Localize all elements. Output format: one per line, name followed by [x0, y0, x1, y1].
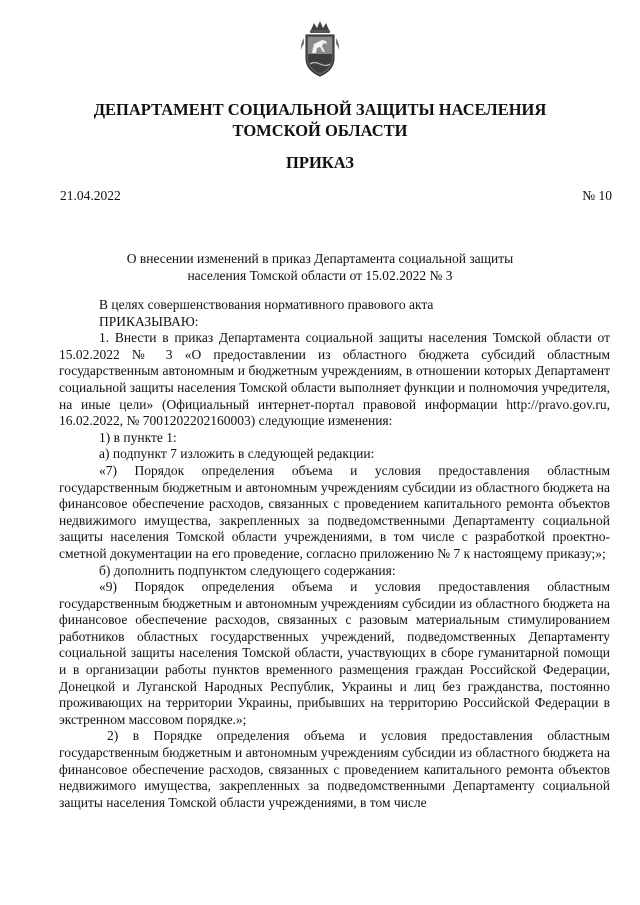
body-paragraph-clause-7: «7) Порядок определения объема и условия предоставления областным государственным бюджетным и автономным учреждениям субсидии из областного бюджета на финансовое обеспечение расходов, связанных с проведением капитального ремонта объектов недвижимого имущества, закрепленных за подведомственными Департаменту социальной защиты населения Томской области учреждениями, в том числе с разработкой проектно-сметной документации на его проведение, согласно приложению № 7 к настоящему приказу;»; — [59, 462, 610, 561]
body-paragraph-subitem-a: а) подпункт 7 изложить в следующей редакции: — [99, 446, 375, 462]
department-line2: ТОМСКОЙ ОБЛАСТИ — [232, 121, 408, 140]
order-number: № 10 — [582, 188, 612, 203]
department-name — [40, 99, 600, 141]
body-paragraph-item-1: 1. Внести в приказ Департамента социальной защиты населения Томской области от 15.02.2022 № 3 «О предоставлении из областного бюджета субсидий областным государственным автономным и бюджетным учреждениям, в отношении которых Департамент социальной защиты населения Томской области выполняет функции и полномочия учредителя, на иные цели» (Официальный интернет-портал правовой информации http://pravo.gov.ru, 16.02.2022, № 7001202202160003) следующие изменения: — [59, 330, 610, 429]
body-paragraph-clause-9: «9) Порядок определения объема и условия предоставления областным государственным бюджетным и автономным учреждениям субсидии из областного бюджета на финансовое обеспечение расходов, связанных с разовым материальным стимулированием работников областных государственных учреждений, подведомственных Департаменту социальной защиты населения Томской области, участвующих в сборе гуманитарной помощи и в организации работы пунктов временного размещения граждан Российской Федерации, Донецкой и Луганской Народных Республик, Украины и лиц без гражданства, постоянно проживающих на территории Украины, прибывших на территорию Российской Федерации в экстренном массовом порядке.»; — [59, 579, 610, 727]
order-body — [59, 297, 610, 811]
body-paragraph-subitem-1: 1) в пункте 1: — [99, 429, 177, 445]
doc-type-title: ПРИКАЗ — [286, 153, 354, 172]
subject-line1: О внесении изменений в приказ Департамента социальной защиты — [126, 251, 514, 266]
tomsk-region-coat-of-arms-icon — [298, 20, 342, 80]
order-date: 21.04.2022 — [60, 188, 121, 203]
body-paragraph-subitem-2: 2) в Порядке определения объема и условия предоставления областным государственным бюджетным и автономным учреждениям субсидии из областного бюджета на финансовое обеспечение расходов, связанных с проведением капитального ремонта объектов недвижимого имущества, закрепленных за подведомственными Департаменту социальной защиты населения Томской области учреждениями, в том числе — [59, 728, 610, 810]
subject-line2: населения Томской области от 15.02.2022 № 3 — [187, 268, 453, 283]
department-line1: ДЕПАРТАМЕНТ СОЦИАЛЬНОЙ ЗАЩИТЫ НАСЕЛЕНИЯ — [93, 100, 547, 119]
body-paragraph-subitem-b: б) дополнить подпунктом следующего содержания: — [99, 562, 396, 578]
order-subject — [80, 250, 560, 284]
body-paragraph-preamble: В целях совершенствования нормативного правового акта — [99, 297, 434, 312]
body-paragraph-order-word: ПРИКАЗЫВАЮ: — [99, 313, 199, 329]
